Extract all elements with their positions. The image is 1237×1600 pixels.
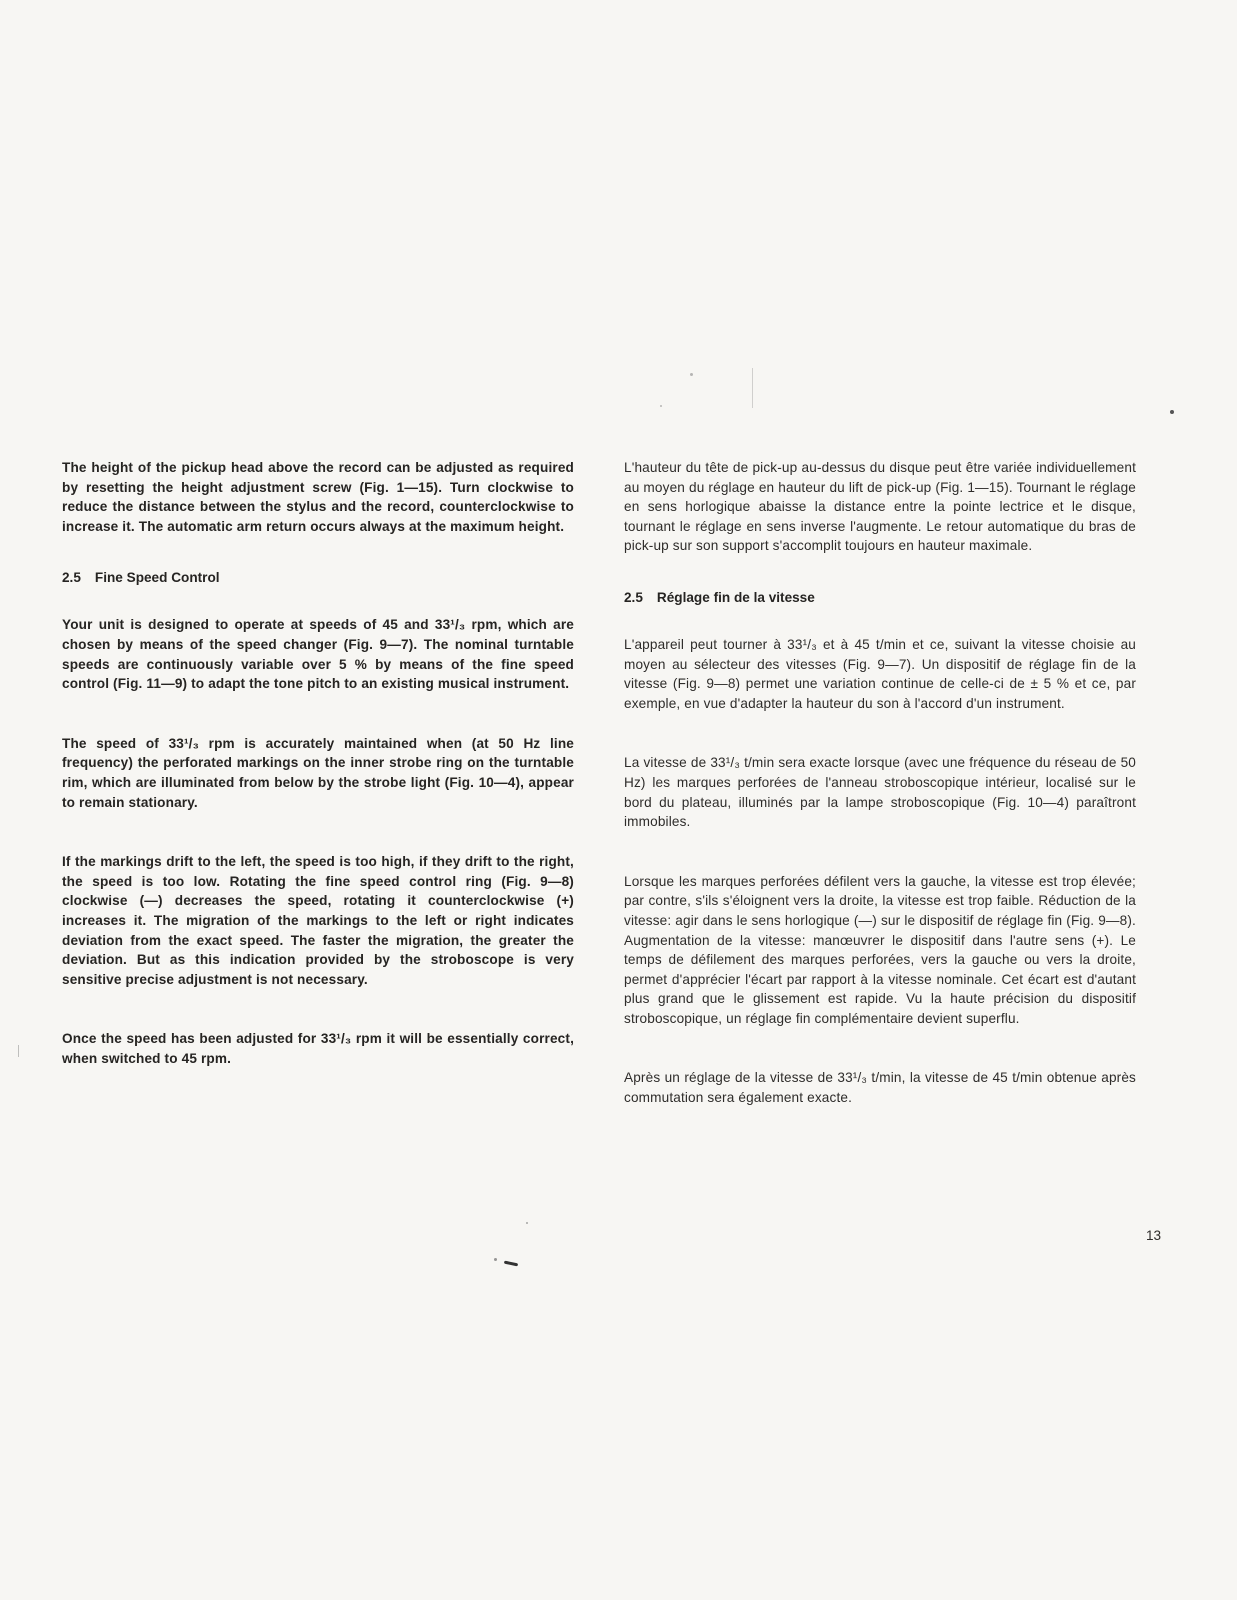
english-paragraph-strobe: The speed of 33¹/₃ rpm is accurately maintained when (at 50 Hz line frequency) the perforated markings on the inner strobe ring on the turntable rim, which are illuminated from below by the strobe light (Fig. 10—4), appear to remain stationary. [62,735,574,810]
scan-mark [18,1045,19,1057]
page-number: 13 [1146,1228,1162,1243]
french-paragraph-strobe: La vitesse de 33¹/₃ t/min sera exacte lorsque (avec une fréquence du réseau de 50 Hz) les marques perforées de l'anneau stroboscopique intérieur, localisé sur le bord du plateau, illuminés par la lampe stroboscopique (Fig. 10—4) paraîtront immobiles. [624,755,1136,830]
english-paragraph-45rpm: Once the speed has been adjusted for 33¹/₃ rpm it will be essentially correct, when switched to 45 rpm. [62,1031,574,1066]
english-intro-paragraph: The height of the pickup head above the record can be adjusted as required by resetting the height adjustment screw (Fig. 1—15). Turn clockwise to reduce the distance between the stylus and the record, counterclockwise to increase it. The automatic arm return occurs always at the maximum height. [62,460,574,534]
english-section-number: 2.5 [62,570,81,586]
french-paragraph-45rpm: Après un réglage de la vitesse de 33¹/₃ t/min, la vitesse de 45 t/min obtenue après commutation sera également exacte. [624,1070,1136,1106]
english-paragraph-speeds: Your unit is designed to operate at speeds of 45 and 33¹/₃ rpm, which are chosen by means of the speed changer (Fig. 9—7). The nominal turntable speeds are continuously variable over 5 % by means of the fine speed control (Fig. 11—9) to adapt the tone pitch to an existing musical instrument. [62,617,574,692]
english-column [62,458,574,1068]
scan-speck [1170,410,1174,414]
scan-speck [660,405,662,407]
english-section-heading [62,570,574,585]
scan-speck [504,1261,518,1267]
english-paragraph-drift: If the markings drift to the left, the speed is too high, if they drift to the right, the speed is too low. Rotating the fine speed control ring (Fig. 9—8) clockwise (—) decreases the speed, rotating it counterclockwise (+) increases it. The migration of the markings to the left or right indicates deviation from the exact speed. The faster the migration, the greater the deviation. But as this indication provided by the stroboscope is very sensitive precise adjustment is not necessary. [62,854,574,987]
scan-speck [494,1258,497,1261]
french-section-number: 2.5 [624,589,643,605]
scan-speck [526,1222,528,1224]
french-intro-paragraph: L'hauteur du tête de pick-up au-dessus du disque peut être variée individuellement au moyen du réglage en hauteur du lift de pick-up (Fig. 1—15). Tournant le réglage en sens horlogique abaisse la distance entre la pointe lectrice et le disque, tournant le réglage en sens inverse l'augmente. Le retour automatique du bras de pick-up sur son support s'accomplit toujours en hauteur maximale. [624,460,1136,554]
scan-mark [752,368,753,408]
french-section-title: Réglage fin de la vitesse [656,589,815,605]
french-column [624,458,1136,1108]
french-paragraph-speeds: L'appareil peut tourner à 33¹/₃ et à 45 t/min et ce, suivant la vitesse choisie au moyen au sélecteur des vitesses (Fig. 9—7). Un dispositif de réglage fin de la vitesse (Fig. 9—8) permet une variation continue de celle-ci de ± 5 % et ce, par exemple, en vue d'adapter la hauteur du son à l'accord d'un instrument. [624,636,1136,711]
scan-speck [690,373,693,376]
english-section-title: Fine Speed Control [94,570,220,586]
french-section-heading [624,590,1136,605]
french-paragraph-drift: Lorsque les marques perforées défilent vers la gauche, la vitesse est trop élevée; par contre, s'ils s'éloignent vers la droite, la vitesse est trop faible. Réduction de la vitesse: agir dans le sens horlogique (—) sur le dispositif de réglage fin (Fig. 9—8). Augmentation de la vitesse: manœuvrer le dispositif dans l'autre sens (+). Le temps de défilement des marques perforées, vers la gauche ou vers la droite, permet d'apprécier l'écart par rapport à la vitesse nominale. Cet écart est d'autant plus grand que le glissement est rapide. Vu la haute précision du dispositif stroboscopique, un réglage fin complémentaire devient superflu. [624,873,1136,1026]
